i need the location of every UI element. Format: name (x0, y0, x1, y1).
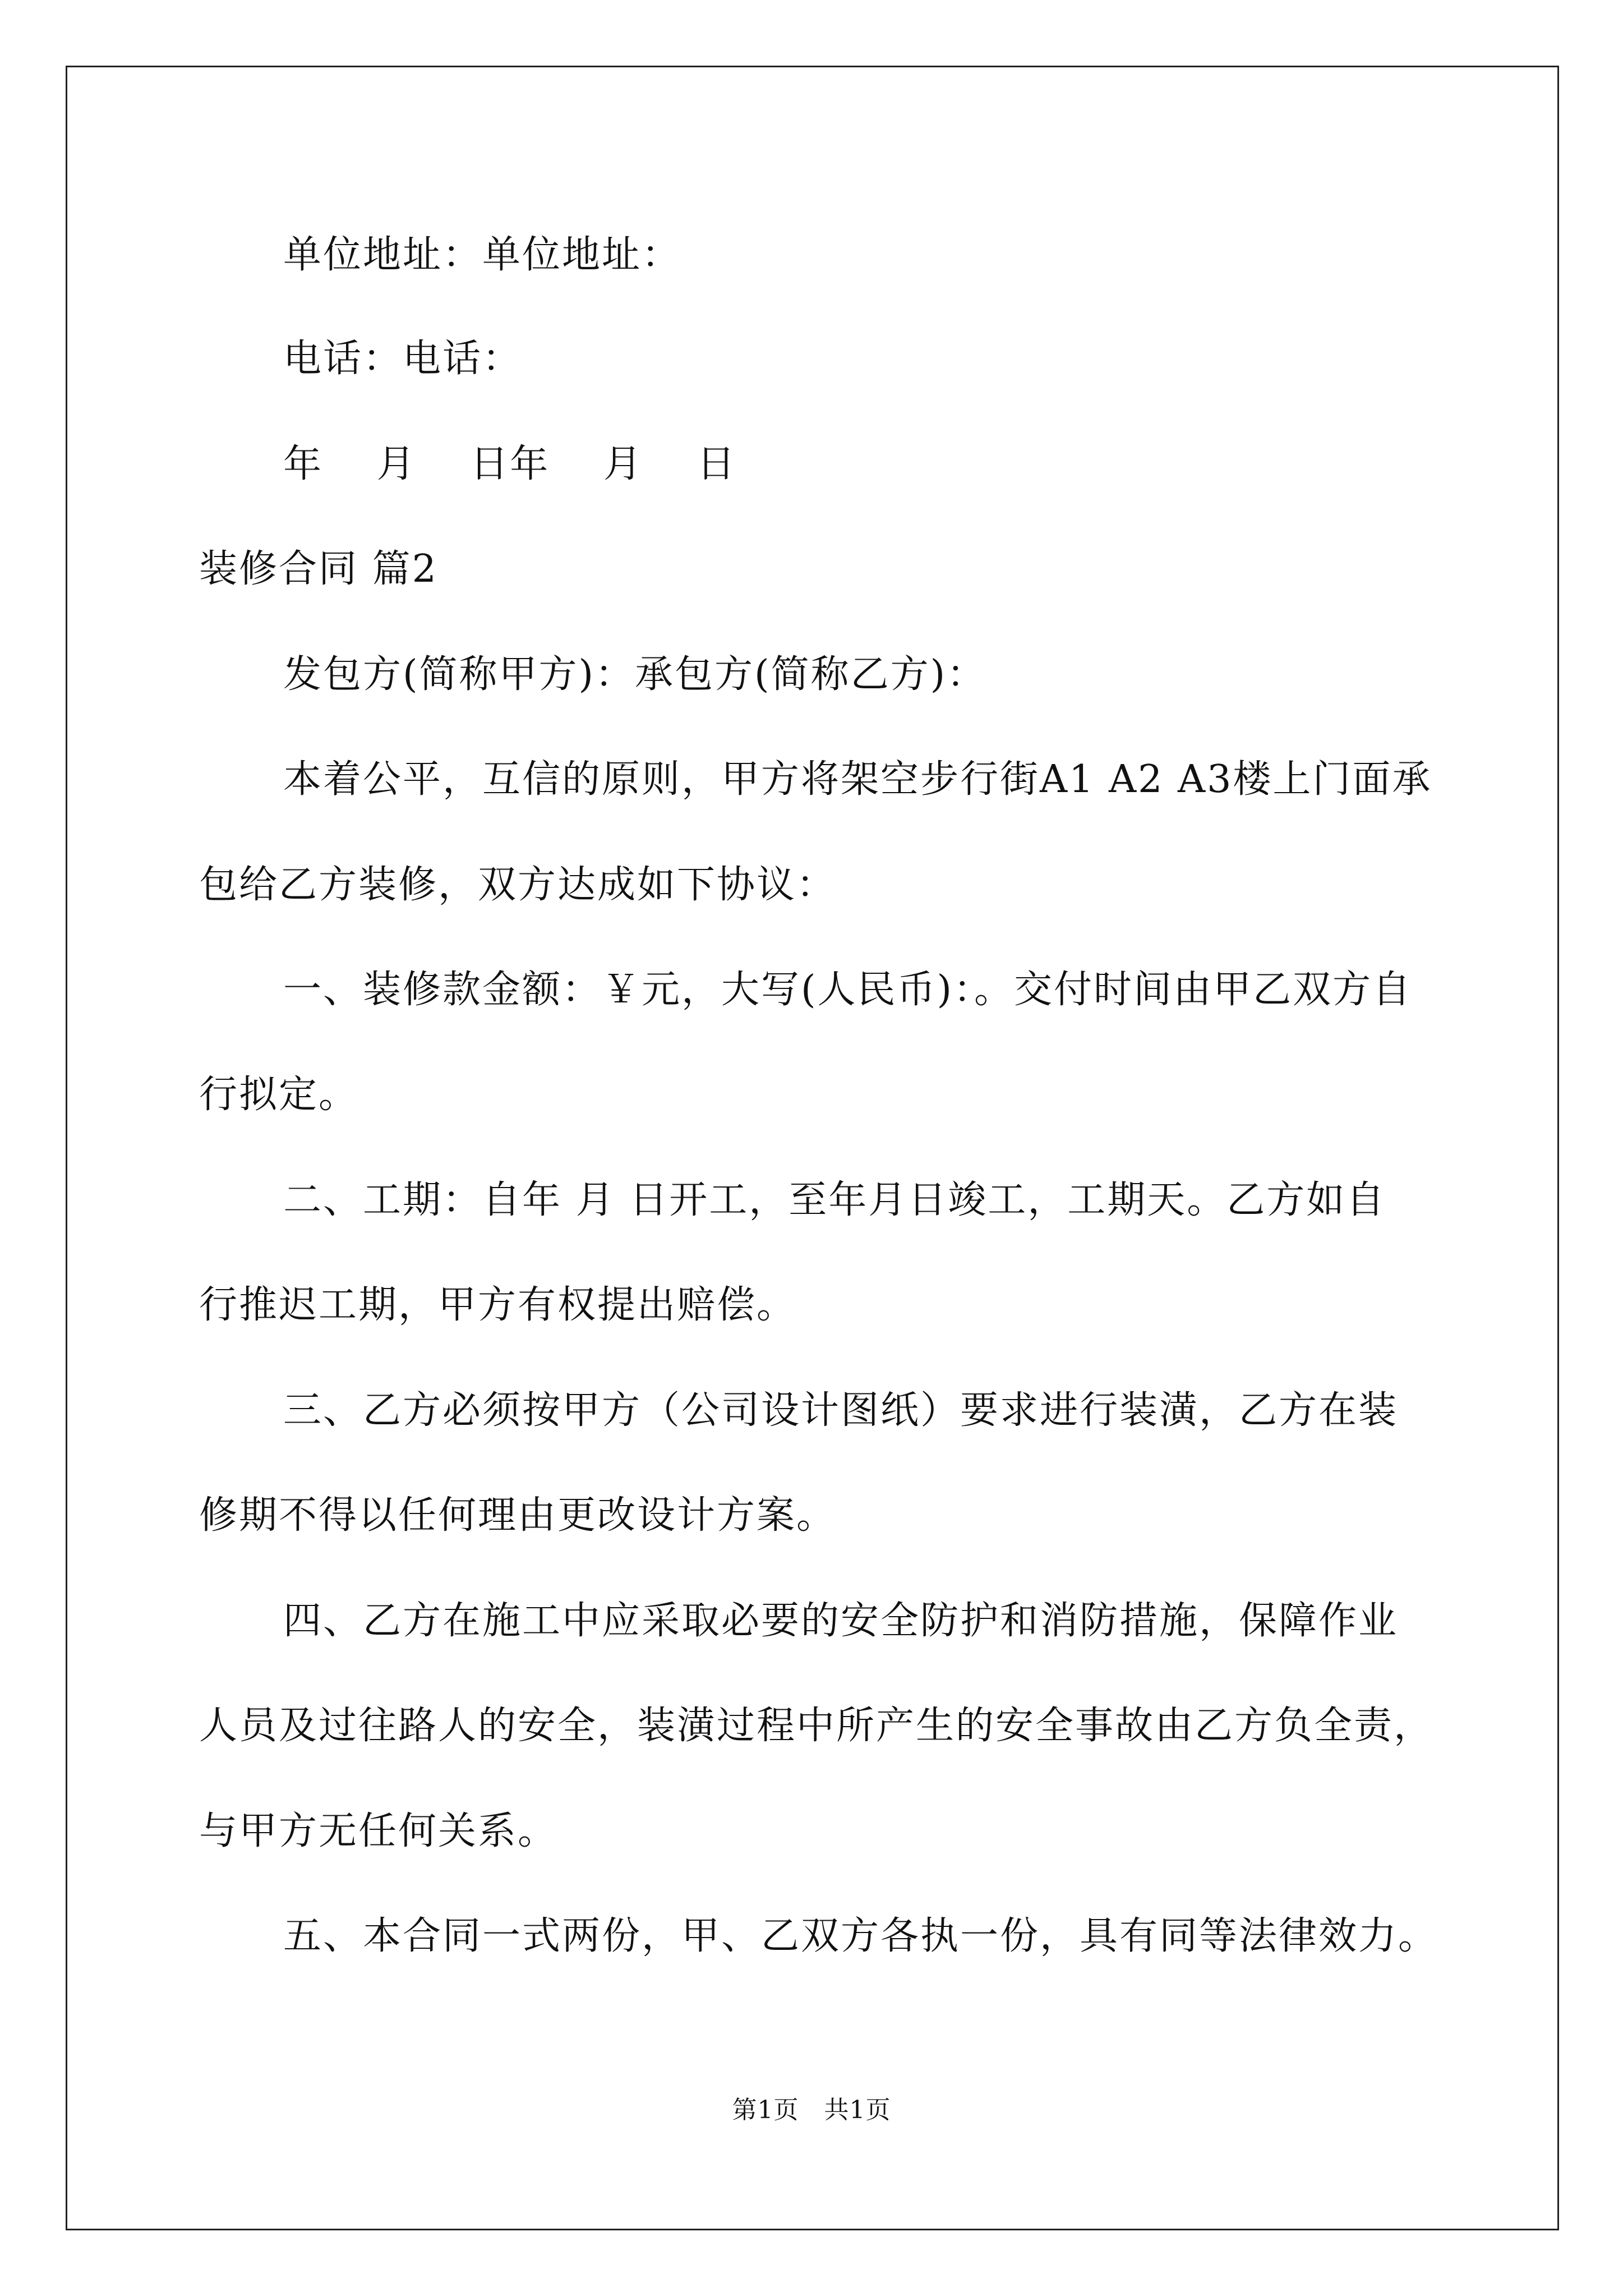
page-footer: 第1页 共1页 (732, 2096, 891, 2124)
date-line: 年 月 日年 月 日 (283, 442, 737, 486)
paragraph-intro-line-1: 本着公平，互信的原则，甲方将架空步行街A1 A2 A3楼上门面承 (283, 757, 1432, 802)
clause-4-line-1: 四、乙方在施工中应采取必要的安全防护和消防措施，保障作业 (283, 1599, 1399, 1643)
clause-2-line-2: 行推迟工期，甲方有权提出赔偿。 (199, 1283, 797, 1327)
paragraph-intro-line-2: 包给乙方装修，双方达成如下协议： (199, 863, 837, 907)
clause-2-line-1: 二、工期：自年 月 日开工，至年月日竣工，工期天。乙方如自 (283, 1178, 1386, 1222)
clause-1-line-1: 一、装修款金额：￥元，大写(人民币)：。交付时间由甲乙双方自 (283, 968, 1413, 1012)
phone-line: 电话：电话： (283, 337, 523, 381)
clause-1-line-2: 行拟定。 (199, 1073, 359, 1117)
parties-line: 发包方(简称甲方)：承包方(简称乙方)： (283, 652, 987, 697)
clause-5-line-1: 五、本合同一式两份，甲、乙双方各执一份，具有同等法律效力。 (283, 1914, 1438, 1958)
clause-3-line-2: 修期不得以任何理由更改设计方案。 (199, 1493, 837, 1538)
address-line: 单位地址：单位地址： (283, 233, 682, 277)
clause-4-line-2: 人员及过往路人的安全，装潢过程中所产生的安全事故由乙方负全责， (199, 1704, 1434, 1748)
page-border (66, 66, 1559, 2230)
section-heading: 装修合同 篇2 (199, 547, 438, 591)
clause-3-line-1: 三、乙方必须按甲方（公司设计图纸）要求进行装潢，乙方在装 (283, 1388, 1399, 1433)
clause-4-line-3: 与甲方无任何关系。 (199, 1809, 558, 1853)
